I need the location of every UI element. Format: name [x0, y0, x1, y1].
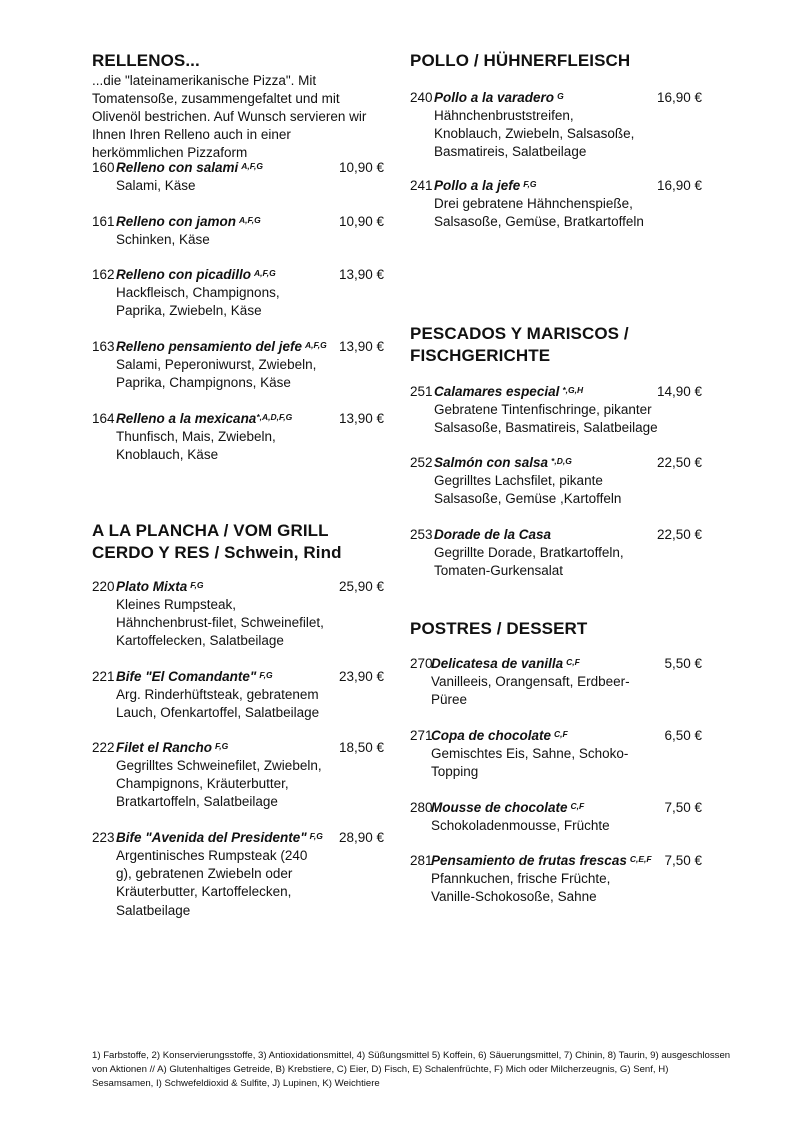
item-description: Kleines Rumpsteak, Hähnchenbrust-filet, Schweinefilet, Kartoffelecken, Salatbeilage [116, 597, 324, 649]
item-name: Bife "Avenida del Presidente" $^{F,G}$ [116, 830, 323, 845]
item-allergens: A,F,G [239, 215, 261, 225]
item-price: 23,90 € [338, 669, 384, 684]
section-title-rellenos: RELLENOS... [92, 51, 200, 70]
item-name: Dorade de la Casa [434, 527, 552, 542]
item-price: 13,90 € [338, 267, 384, 282]
section-title-grill-1: A LA PLANCHA / VOM GRILL [92, 521, 329, 540]
section-postres [410, 618, 710, 640]
item-number: 223 [92, 830, 115, 845]
section-grill [92, 520, 392, 564]
item-description: Gegrilltes Lachsfilet, pikante Salsasoße, Gemüse ,Kartoffeln [434, 473, 622, 507]
section-pollo [410, 50, 710, 72]
item-allergens: C,F [570, 801, 585, 811]
item-allergens: C,F [554, 729, 568, 739]
item-number: 221 [92, 669, 115, 684]
item-allergens: C,E,F [629, 854, 652, 864]
item-name: Relleno con jamon $^{A,F,G}$ [116, 214, 261, 229]
section-rellenos [92, 50, 392, 162]
item-description: Hackfleisch, Champignons, Paprika, Zwiebeln, Käse [116, 285, 280, 319]
item-allergens: F,G [215, 741, 229, 751]
item-number: 161 [92, 214, 115, 229]
item-allergens: F,G [523, 179, 537, 189]
section-pescados [410, 323, 710, 367]
item-number: 240 [410, 90, 433, 105]
item-price: 22,50 € [656, 527, 702, 542]
item-price: 16,90 € [656, 178, 702, 193]
section-title-postres: POSTRES / DESSERT [410, 619, 588, 638]
item-name: Filet el Rancho $^{F,G}$ [116, 740, 229, 755]
item-name: Pensamiento de frutas frescas $^{C,E,F}$ [431, 853, 652, 868]
allergen-footnote: 1) Farbstoffe, 2) Konservierungsstoffe, 3) Antioxidationsmittel, 4) Süßungsmittel 5) Koffein, 6) Säuerungsmittel, 7) Chinin, 8) Taurin, 9) ausgeschlossen von Aktionen // A) Glutenhaltiges Getreide, B) Krebstiere, C) Eier, D) Fisch, E) Schalenfrüchte, F) Mich oder Milcherzeugnis, G) Senf, H) Sesamsamen, I) Schwefeldioxid & Sulfite, J) Lupinen, K) Weichtiere [92, 1050, 731, 1089]
item-name: Salmón con salsa $^{*,D,G}$ [434, 455, 572, 470]
item-number: 164 [92, 411, 115, 426]
item-allergens: A,F,G [241, 161, 264, 171]
item-number: 241 [410, 178, 433, 193]
section-title-pollo: POLLO / HÜHNERFLEISCH [410, 51, 631, 70]
item-number: 280 [410, 800, 433, 815]
item-description: Hähnchenbruststreifen, Knoblauch, Zwiebeln, Salsasoße, Basmatireis, Salatbeilage [434, 108, 635, 160]
item-description: Arg. Rinderhüftsteak, gebratenem Lauch, Ofenkartoffel, Salatbeilage [116, 687, 320, 721]
item-price: 10,90 € [338, 214, 384, 229]
item-description: Salami, Käse [116, 178, 196, 193]
item-price: 16,90 € [656, 90, 702, 105]
item-price: 18,50 € [338, 740, 384, 755]
item-description: Gemischtes Eis, Sahne, Schoko-Topping [431, 746, 629, 780]
item-allergens: F,G [309, 831, 323, 841]
item-number: 253 [410, 527, 433, 542]
item-name: Bife "El Comandante" $^{F,G}$ [116, 669, 273, 684]
item-number: 281 [410, 853, 433, 868]
item-name: Mousse de chocolate $^{C,F}$ [431, 800, 585, 815]
item-description: Gegrillte Dorade, Bratkartoffeln, Tomaten-Gurkensalat [434, 545, 624, 579]
item-number: 251 [410, 384, 433, 399]
item-price: 7,50 € [664, 853, 702, 868]
item-name: Pollo a la varadero $^G$ [434, 90, 564, 105]
item-description: Gebratene Tintenfischringe, pikanter Salsasoße, Basmatireis, Salatbeilage [434, 402, 658, 436]
item-number: 163 [92, 339, 115, 354]
section-title-pescados-2: FISCHGERICHTE [410, 346, 551, 365]
item-price: 22,50 € [656, 455, 702, 470]
item-price: 13,90 € [338, 339, 384, 354]
item-description: Argentinisches Rumpsteak (240 g), gebratenen Zwiebeln oder Kräuterbutter, Kartoffelecken, Salatbeilage [116, 848, 308, 918]
item-number: 271 [410, 728, 433, 743]
item-description: Gegrilltes Schweinefilet, Zwiebeln, Champignons, Kräuterbutter, Bratkartoffeln, Salatbeilage [116, 758, 322, 810]
item-description: Thunfisch, Mais, Zwiebeln, Knoblauch, Käse [116, 429, 276, 463]
item-number: 270 [410, 656, 433, 671]
item-allergens: *,G,H [562, 385, 584, 395]
item-allergens: F,G [259, 670, 273, 680]
item-name: Plato Mixta $^{F,G}$ [116, 579, 204, 594]
item-name: Relleno con salami $^{A,F,G}$ [116, 160, 264, 175]
item-description: Schinken, Käse [116, 232, 210, 247]
item-description: Schokoladenmousse, Früchte [431, 818, 610, 833]
item-description: Pfannkuchen, frische Früchte, Vanille-Schokosoße, Sahne [431, 871, 611, 905]
section-title-pescados-1: PESCADOS Y MARISCOS / [410, 324, 629, 343]
item-name: Calamares especial $^{*,G,H}$ [434, 384, 584, 399]
item-price: 14,90 € [656, 384, 702, 399]
item-allergens: *,A,D,F,G [256, 412, 293, 422]
item-name: Copa de chocolate $^{C,F}$ [431, 728, 568, 743]
item-description: Salami, Peperoniwurst, Zwiebeln, Paprika, Champignons, Käse [116, 357, 317, 391]
item-price: 13,90 € [338, 411, 384, 426]
item-number: 252 [410, 455, 433, 470]
item-number: 222 [92, 740, 115, 755]
item-allergens: *,D,G [551, 456, 572, 466]
section-intro-rellenos: ...die "lateinamerikanische Pizza". Mit Tomatensoße, zusammengefaltet und mit Olivenöl bestrichen. Auf Wunsch servieren wir Ihnen Ihren Relleno auch in einer herkömmlichen Pizzaform [92, 73, 367, 160]
item-price: 28,90 € [338, 830, 384, 845]
section-title-grill-2: CERDO Y RES / Schwein, Rind [92, 543, 342, 562]
item-description: Drei gebratene Hähnchenspieße, Salsasoße, Gemüse, Bratkartoffeln [434, 196, 644, 230]
item-name: Delicatesa de vanilla $^{C,F}$ [431, 656, 580, 671]
item-number: 220 [92, 579, 115, 594]
item-allergens: A,F,G [254, 268, 276, 278]
item-price: 7,50 € [664, 800, 702, 815]
item-name: Pollo a la jefe $^{F,G}$ [434, 178, 537, 193]
item-name: Relleno con picadillo $^{A,F,G}$ [116, 267, 276, 282]
item-name: Relleno a la mexicana$^{*,A,D,F,G}$ [116, 411, 293, 426]
item-number: 160 [92, 160, 115, 175]
item-price: 6,50 € [664, 728, 702, 743]
item-name: Relleno pensamiento del jefe $^{A,F,G}$ [116, 339, 327, 354]
item-allergens: G [557, 91, 564, 101]
item-price: 5,50 € [664, 656, 702, 671]
item-price: 25,90 € [338, 579, 384, 594]
item-description: Vanilleeis, Orangensaft, Erdbeer-Püree [431, 674, 630, 708]
item-allergens: A,F,G [305, 340, 327, 350]
item-allergens: F,G [190, 580, 204, 590]
item-number: 162 [92, 267, 115, 282]
item-price: 10,90 € [338, 160, 384, 175]
item-allergens: C,F [566, 657, 580, 667]
